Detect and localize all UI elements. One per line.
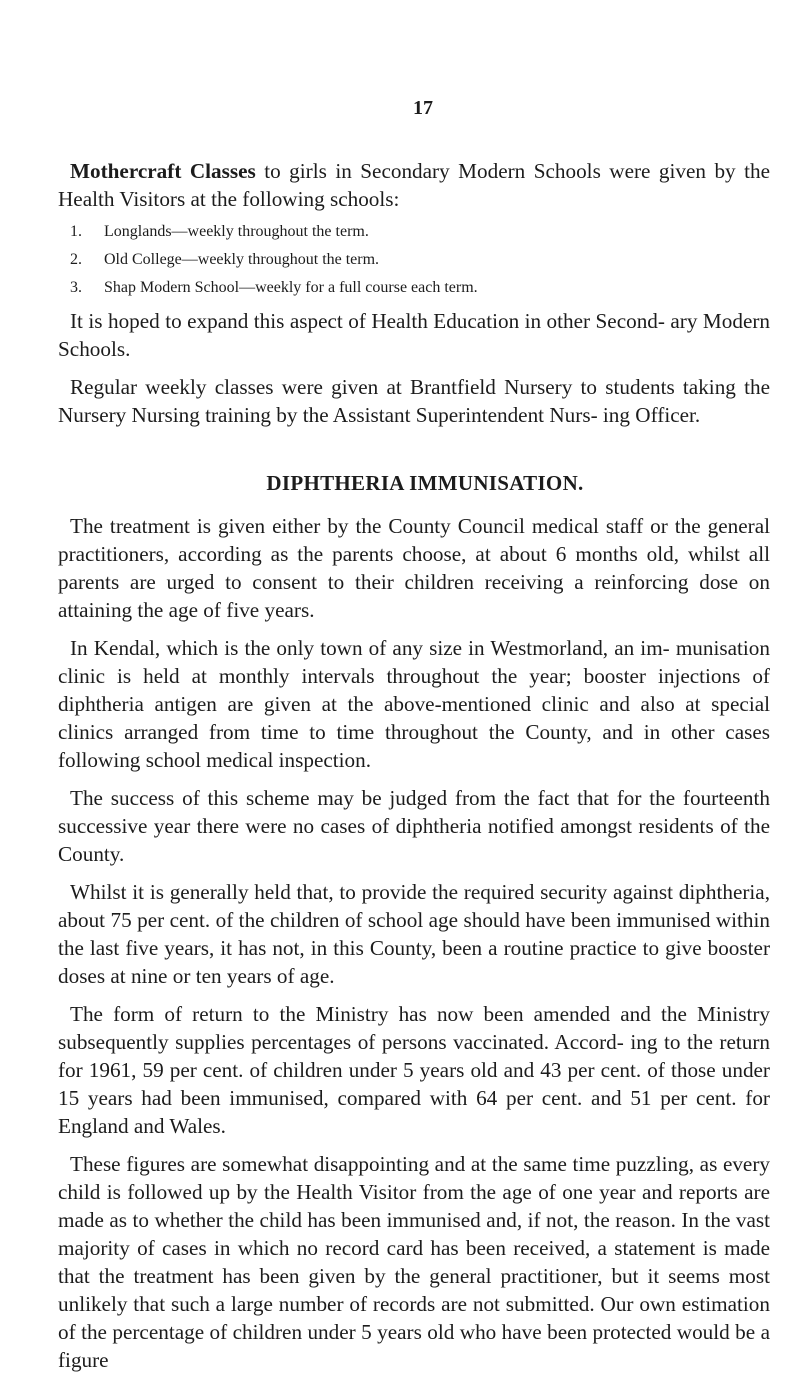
page-number: 17	[413, 97, 433, 119]
list-item-text: Longlands—weekly throughout the term.	[104, 223, 369, 240]
list-item-text: Old College—weekly throughout the term.	[104, 251, 380, 268]
list-item	[58, 251, 770, 269]
body-paragraph: It is hoped to expand this aspect of Health Education in other Second- ary Modern Schools.	[58, 309, 770, 361]
list-item-text: Shap Modern School—weekly for a full course each term.	[104, 279, 478, 296]
body-paragraph: Regular weekly classes were given at Brantfield Nursery to students taking the Nursery Nursing training by the Assistant Superintendent Nurs- ing Officer.	[58, 375, 770, 427]
document-page	[58, 97, 770, 1374]
list-item	[58, 223, 770, 241]
body-paragraph: The treatment is given either by the County Council medical staff or the general practitioners, according as the parents choose, at about 6 months old, whilst all parents are urged to consent to their children receiving a reinforcing dose on attaining the age of five years.	[58, 514, 770, 622]
body-paragraph: These figures are somewhat disappointing and at the same time puzzling, as every child is followed up by the Health Visitor from the age of one year and reports are made as to whether the child has been immunised and, if not, the reason. In the vast majority of cases in which no record card has been received, a statement is made that the treatment has been given by the general practitioner, but it seems most unlikely that such a large number of records are not submitted. Our own estimation of the percentage of children under 5 years old who have been protected would be a figure	[58, 1152, 770, 1372]
section-heading: DIPHTHERIA IMMUNISATION.	[266, 471, 584, 495]
body-paragraph: The form of return to the Ministry has now been amended and the Ministry subsequently supplies percentages of persons vaccinated. Accord- ing to the return for 1961, 59 per cent. of children under 5 years old and 43 per cent. of those under 15 years had been immunised, compared with 64 per cent. and 51 per cent. for England and Wales.	[58, 1002, 770, 1138]
list-item	[58, 279, 770, 297]
intro-text: to girls in Secondary Modern Schools were given by the Health Visitors at the following schools:	[58, 159, 770, 211]
list-item-number: 3.	[70, 279, 82, 296]
list-item-number: 2.	[70, 251, 82, 268]
intro-paragraph	[58, 157, 770, 213]
intro-lead: Mothercraft Classes	[70, 159, 256, 183]
body-paragraph: Whilst it is generally held that, to provide the required security against diphtheria, about 75 per cent. of the children of school age should have been immunised within the last five years, it has not, in this County, been a routine practice to give booster doses at nine or ten years of age.	[58, 880, 770, 988]
list-item-number: 1.	[70, 223, 82, 240]
body-paragraph: The success of this scheme may be judged from the fact that for the fourteenth successive year there were no cases of diphtheria notified amongst residents of the County.	[58, 786, 770, 866]
body-paragraph: In Kendal, which is the only town of any size in Westmorland, an im- munisation clinic is held at monthly intervals throughout the year; booster injections of diphtheria antigen are given at the above-mentioned clinic and also at special clinics arranged from time to time throughout the County, and in other cases following school medical inspection.	[58, 636, 770, 772]
